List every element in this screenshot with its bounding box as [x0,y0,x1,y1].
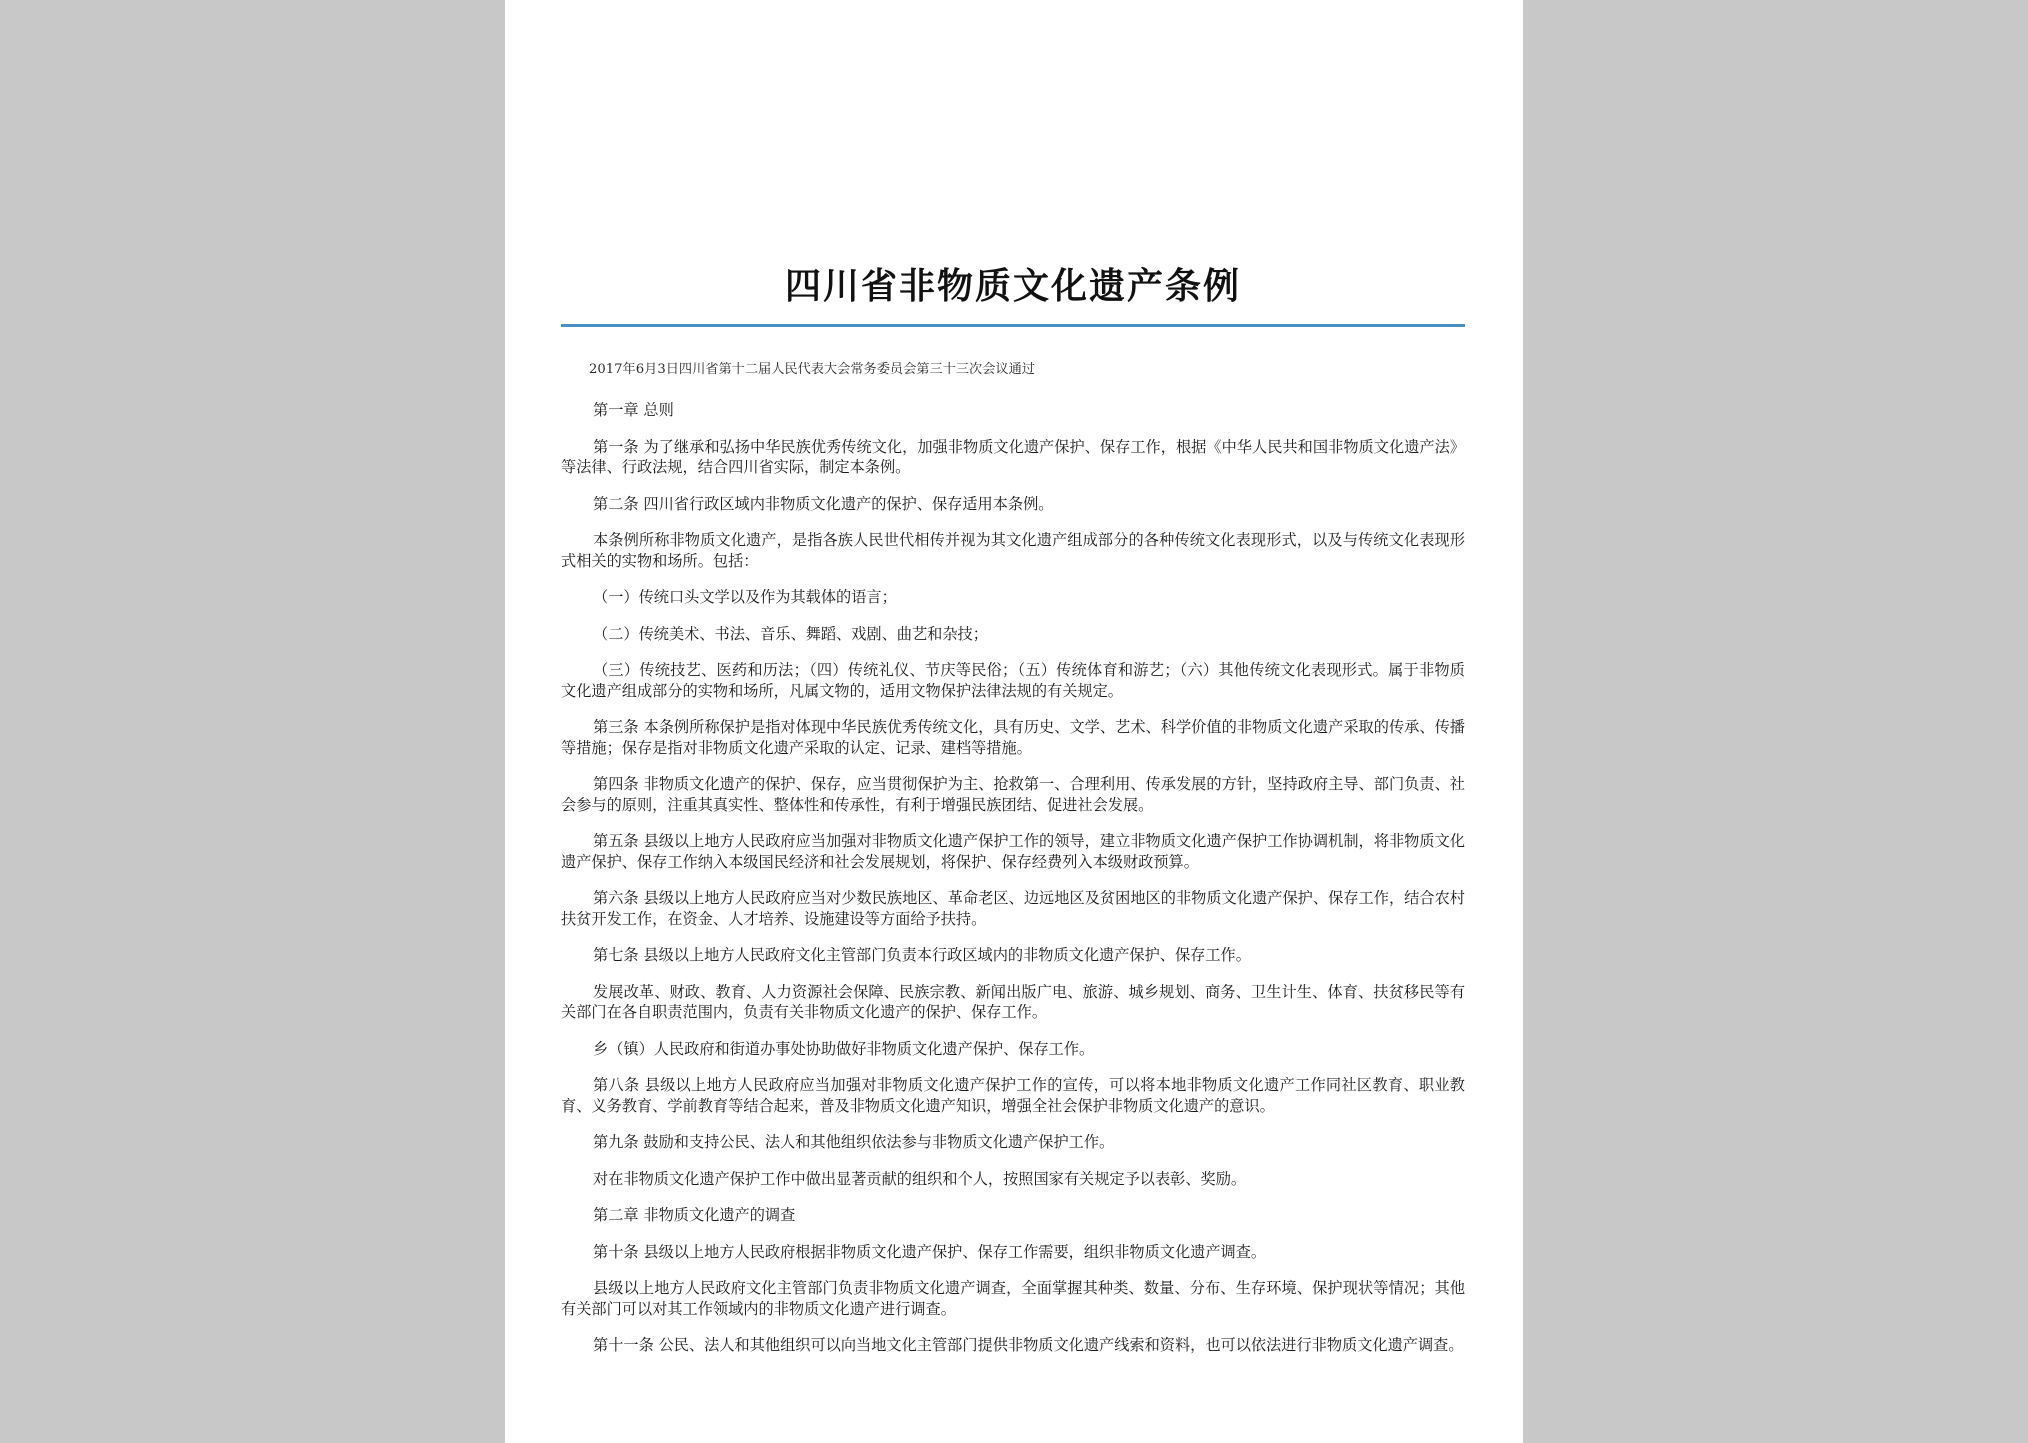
article-paragraph: 第七条 县级以上地方人民政府文化主管部门负责本行政区域内的非物质文化遗产保护、保存工作。 [593,946,1251,964]
document-body [561,361,1465,1356]
article-paragraph: 第六条 县级以上地方人民政府应当对少数民族地区、革命老区、边远地区及贫困地区的非物质文化遗产保护、保存工作，结合农村扶贫开发工作，在资金、人才培养、设施建设等方面给予扶持。 [561,889,1465,928]
article-list [561,400,1465,1356]
document-page [505,0,1523,1443]
article-paragraph: 发展改革、财政、教育、人力资源社会保障、民族宗教、新闻出版广电、旅游、城乡规划、商务、卫生计生、体育、扶贫移民等有关部门在各自职责范围内，负责有关非物质文化遗产的保护、保存工作。 [561,982,1465,1021]
article-paragraph: 第三条 本条例所称保护是指对体现中华民族优秀传统文化，具有历史、文学、艺术、科学价值的非物质文化遗产采取的传承、传播等措施；保存是指对非物质文化遗产采取的认定、记录、建档等措施。 [561,718,1465,757]
article-paragraph: 第九条 鼓励和支持公民、法人和其他组织依法参与非物质文化遗产保护工作。 [593,1133,1115,1151]
chapter-heading: 第二章 非物质文化遗产的调查 [593,1206,796,1224]
list-item: （二）传统美术、书法、音乐、舞蹈、戏剧、曲艺和杂技； [593,624,988,643]
chapter-heading: 第一章 总则 [593,401,674,419]
article-paragraph: 乡（镇）人民政府和街道办事处协助做好非物质文化遗产保护、保存工作。 [593,1039,1095,1058]
article-paragraph: 第五条 县级以上地方人民政府应当加强对非物质文化遗产保护工作的领导，建立非物质文化遗产保护工作协调机制，将非物质文化遗产保护、保存工作纳入本级国民经济和社会发展规划，将保护、保存经费列入本级财政预算。 [561,832,1465,871]
article-paragraph: 第十一条 公民、法人和其他组织可以向当地文化主管部门提供非物质文化遗产线索和资料，也可以依法进行非物质文化遗产调查。 [593,1336,1464,1354]
article-paragraph: 第一条 为了继承和弘扬中华民族优秀传统文化，加强非物质文化遗产保护、保存工作，根据《中华人民共和国非物质文化遗产法》等法律、行政法规，结合四川省实际，制定本条例。 [561,437,1465,476]
document-title: 四川省非物质文化遗产条例 [784,265,1241,307]
article-paragraph: 第十条 县级以上地方人民政府根据非物质文化遗产保护、保存工作需要，组织非物质文化遗产调查。 [593,1242,1267,1261]
article-paragraph: （三）传统技艺、医药和历法；（四）传统礼仪、节庆等民俗；（五）传统体育和游艺；（六）其他传统文化表现形式。属于非物质文化遗产组成部分的实物和场所，凡属文物的，适用文物保护法律法规的有关规定。 [561,661,1465,700]
adoption-note: 2017年6月3日四川省第十二届人民代表大会常务委员会第三十三次会议通过 [589,362,1035,377]
list-item: （一）传统口头文学以及作为其载体的语言； [593,588,897,606]
article-paragraph: 第四条 非物质文化遗产的保护、保存，应当贯彻保护为主、抢救第一、合理利用、传承发展的方针，坚持政府主导、部门负责、社会参与的原则，注重其真实性、整体性和传承性，有利于增强民族团结、促进社会发展。 [561,775,1465,814]
article-paragraph: 第八条 县级以上地方人民政府应当加强对非物质文化遗产保护工作的宣传，可以将本地非物质文化遗产工作同社区教育、职业教育、义务教育、学前教育等结合起来，普及非物质文化遗产知识，增强全社会保护非物质文化遗产的意识。 [561,1076,1465,1115]
article-paragraph: 对在非物质文化遗产保护工作中做出显著贡献的组织和个人，按照国家有关规定予以表彰、奖励。 [593,1169,1247,1188]
article-paragraph: 第二条 四川省行政区域内非物质文化遗产的保护、保存适用本条例。 [593,494,1054,513]
article-paragraph: 县级以上地方人民政府文化主管部门负责非物质文化遗产调查，全面掌握其种类、数量、分布、生存环境、保护现状等情况；其他有关部门可以对其工作领域内的非物质文化遗产进行调查。 [561,1279,1465,1318]
title-divider [561,324,1465,327]
article-paragraph: 本条例所称非物质文化遗产，是指各族人民世代相传并视为其文化遗产组成部分的各种传统文化表现形式，以及与传统文化表现形式相关的实物和场所。包括： [561,531,1465,570]
